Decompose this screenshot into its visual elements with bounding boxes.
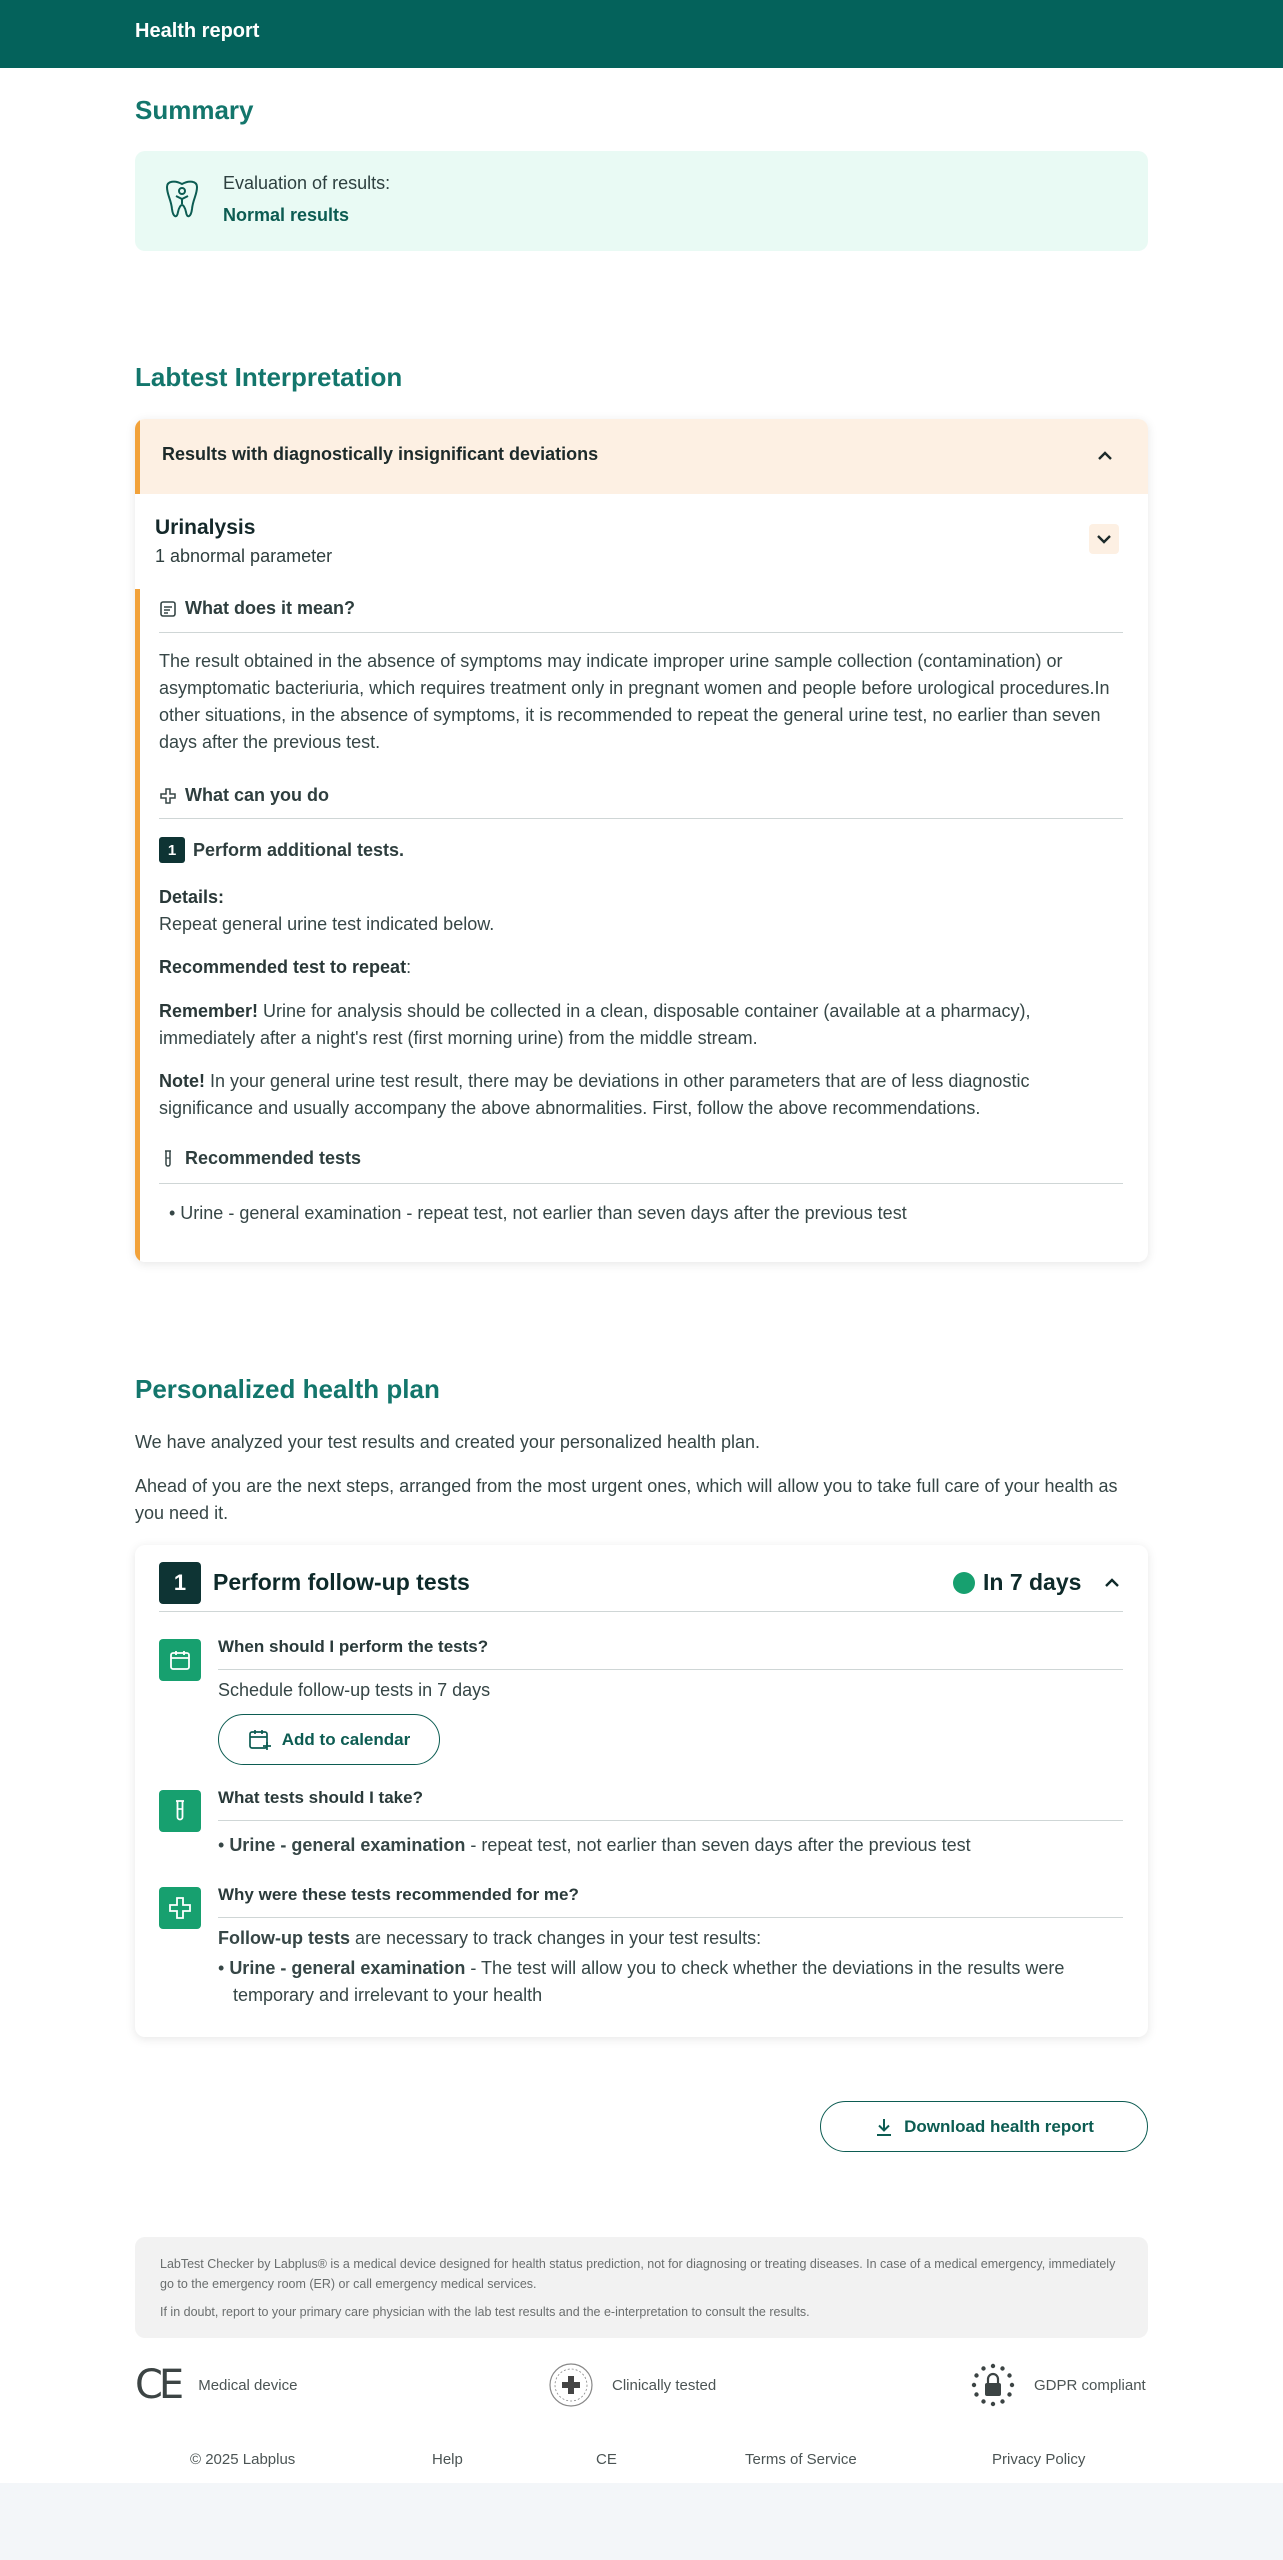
tooth-person-icon [159, 177, 205, 223]
urinalysis-subtitle: 1 abnormal parameter [155, 546, 333, 566]
medical-device-badge [135, 2360, 297, 2410]
summary-card [135, 151, 1148, 251]
test-tube-icon [159, 1790, 201, 1832]
step-heading [159, 837, 404, 863]
add-to-calendar-label: Add to calendar [281, 1729, 411, 1749]
recommended-item: • Urine - general examination - repeat test, not earlier than seven days after the previous test [169, 1203, 907, 1223]
footer-link-ce[interactable]: CE [596, 2451, 617, 2468]
divider [159, 818, 1123, 819]
note-text: In your general urine test result, there may be deviations in other parameters that are of less diagnostic significance and usually accompany the above abnormalities. First, follow the above recommendations. [159, 1071, 1030, 1118]
plan-step-title: Perform follow-up tests [213, 1569, 470, 1595]
repeat-label-block [159, 954, 1123, 981]
divider [159, 1183, 1123, 1184]
plan-intro-2: Ahead of you are the next steps, arranged from the most urgent ones, which will allow you to take full care of your health as you need it. [135, 1476, 1118, 1523]
footer-link-help[interactable]: Help [432, 2451, 463, 2468]
divider [218, 1669, 1123, 1670]
remember-label: Remember! [159, 1001, 259, 1021]
details-block [159, 884, 1123, 938]
status-dot [953, 1572, 975, 1594]
why-item-text: - The test will allow you to check whether the deviations in the results were temporary and irrelevant to your health [233, 1958, 1065, 2005]
collapse-urinalysis-button[interactable] [1089, 524, 1119, 554]
plan-step-number: 1 [159, 1562, 201, 1604]
bottom-strip [0, 2483, 1283, 2560]
medical-cross-icon [159, 1887, 201, 1929]
meaning-heading-text: What does it mean? [185, 598, 356, 618]
plan-step-card [135, 1545, 1148, 2037]
why-item: • Urine - general examination - The test will allow you to check whether the deviations in the results were temporary and irrelevant to your health [218, 1958, 1065, 2005]
plan-heading: Personalized health plan [135, 1374, 440, 1404]
urinalysis-title: Urinalysis [155, 516, 256, 539]
which-item: • Urine - general examination - repeat test, not earlier than seven days after the previous test [218, 1835, 971, 1855]
note-block [159, 1068, 1123, 1122]
repeat-colon: : [406, 957, 412, 977]
calendar-plus-icon [248, 1728, 272, 1752]
plan-intro-1: We have analyzed your test results and created your personalized health plan. [135, 1432, 761, 1452]
plan-status: In 7 days [983, 1569, 1082, 1595]
step-number-badge: 1 [159, 837, 185, 863]
summary-value: Normal results [223, 205, 350, 225]
recommended-heading [159, 1148, 361, 1169]
footer-link-terms[interactable]: Terms of Service [745, 2451, 857, 2468]
disclaimer-line-1: LabTest Checker by Labplus® is a medical device designed for health status prediction, not for diagnosing or treating diseases. In case of a medical emergency, immediately go to the emergency room (ER) or call emergency medical services. [160, 2257, 1116, 2291]
summary-heading: Summary [135, 95, 254, 125]
why-bold: Follow-up tests [218, 1928, 350, 1948]
divider [218, 1820, 1123, 1821]
app-title: Health report [135, 20, 260, 42]
download-report-button[interactable] [820, 2101, 1148, 2152]
collapse-group-button[interactable] [1090, 441, 1120, 471]
disclaimer-line-2: If in doubt, report to your primary care physician with the lab test results and the e-interpretation to consult the results. [160, 2305, 810, 2319]
which-bold: Urine - general examination [229, 1835, 466, 1855]
repeat-label: Recommended test to repeat [159, 957, 407, 977]
remember-text: Urine for analysis should be collected in a clean, disposable container (available at a pharmacy), immediately after a night's rest (first morning urine) from the middle stream. [159, 1001, 1031, 1048]
chevron-up-icon [1097, 451, 1113, 461]
download-report-label: Download health report [904, 2116, 1094, 2136]
divider [159, 1611, 1123, 1612]
divider [159, 632, 1123, 633]
todo-heading [159, 785, 329, 806]
copyright: © 2025 Labplus [190, 2451, 296, 2468]
gdpr-lock-icon [970, 2362, 1016, 2408]
gdpr-label: GDPR compliant [1034, 2376, 1146, 2394]
chevron-up-icon [1104, 1578, 1120, 1588]
result-group-title: Results with diagnostically insignificant deviations [162, 444, 599, 464]
which-text: - repeat test, not earlier than seven days after the previous test [465, 1835, 971, 1855]
add-to-calendar-button[interactable] [218, 1714, 440, 1765]
footer-link-privacy[interactable]: Privacy Policy [992, 2451, 1086, 2468]
accent-bar [135, 589, 140, 1262]
disclaimer [135, 2237, 1148, 2338]
clinical-seal-icon [548, 2362, 594, 2408]
result-group-header[interactable] [135, 419, 1148, 494]
divider [218, 1917, 1123, 1918]
medical-device-label: Medical device [198, 2376, 298, 2394]
labtest-card [135, 419, 1148, 1262]
note-icon [159, 600, 177, 618]
todo-heading-text: What can you do [185, 785, 329, 805]
labtest-heading: Labtest Interpretation [135, 362, 403, 392]
step-title: Perform additional tests. [193, 839, 405, 860]
clinically-tested-badge [548, 2360, 716, 2410]
meaning-heading [159, 598, 355, 619]
when-text: Schedule follow-up tests in 7 days [218, 1680, 491, 1700]
gdpr-badge [970, 2360, 1146, 2410]
which-title: What tests should I take? [218, 1788, 423, 1807]
why-title: Why were these tests recommended for me? [218, 1885, 579, 1904]
why-item-bold: Urine - general examination [229, 1958, 466, 1978]
details-text: Repeat general urine test indicated below. [159, 914, 495, 934]
chevron-down-icon [1096, 534, 1112, 544]
when-title: When should I perform the tests? [218, 1637, 489, 1656]
ce-mark-icon: CE [135, 2362, 181, 2408]
details-label: Details: [159, 887, 225, 907]
test-tube-icon [159, 1149, 177, 1169]
why-text: are necessary to track changes in your test results: [350, 1928, 762, 1948]
download-icon [874, 2117, 894, 2137]
meaning-text: The result obtained in the absence of symptoms may indicate improper urine sample collection (contamination) or asymptomatic bacteriuria, which requires treatment only in pregnant women and people before urological procedures.In other situations, in the absence of symptoms, it is recommended to repeat the general urine test, no earlier than seven days after the previous test. [159, 651, 1110, 752]
clinically-tested-label: Clinically tested [612, 2376, 717, 2394]
recommended-heading-text: Recommended tests [185, 1148, 362, 1168]
remember-block [159, 998, 1123, 1052]
note-label: Note! [159, 1071, 205, 1091]
why-text-block [218, 1925, 1123, 1952]
top-bar [0, 0, 1283, 68]
plus-cross-icon [159, 787, 177, 805]
summary-label: Evaluation of results: [223, 173, 391, 193]
calendar-icon [159, 1639, 201, 1681]
collapse-plan-button[interactable] [1097, 1568, 1127, 1598]
